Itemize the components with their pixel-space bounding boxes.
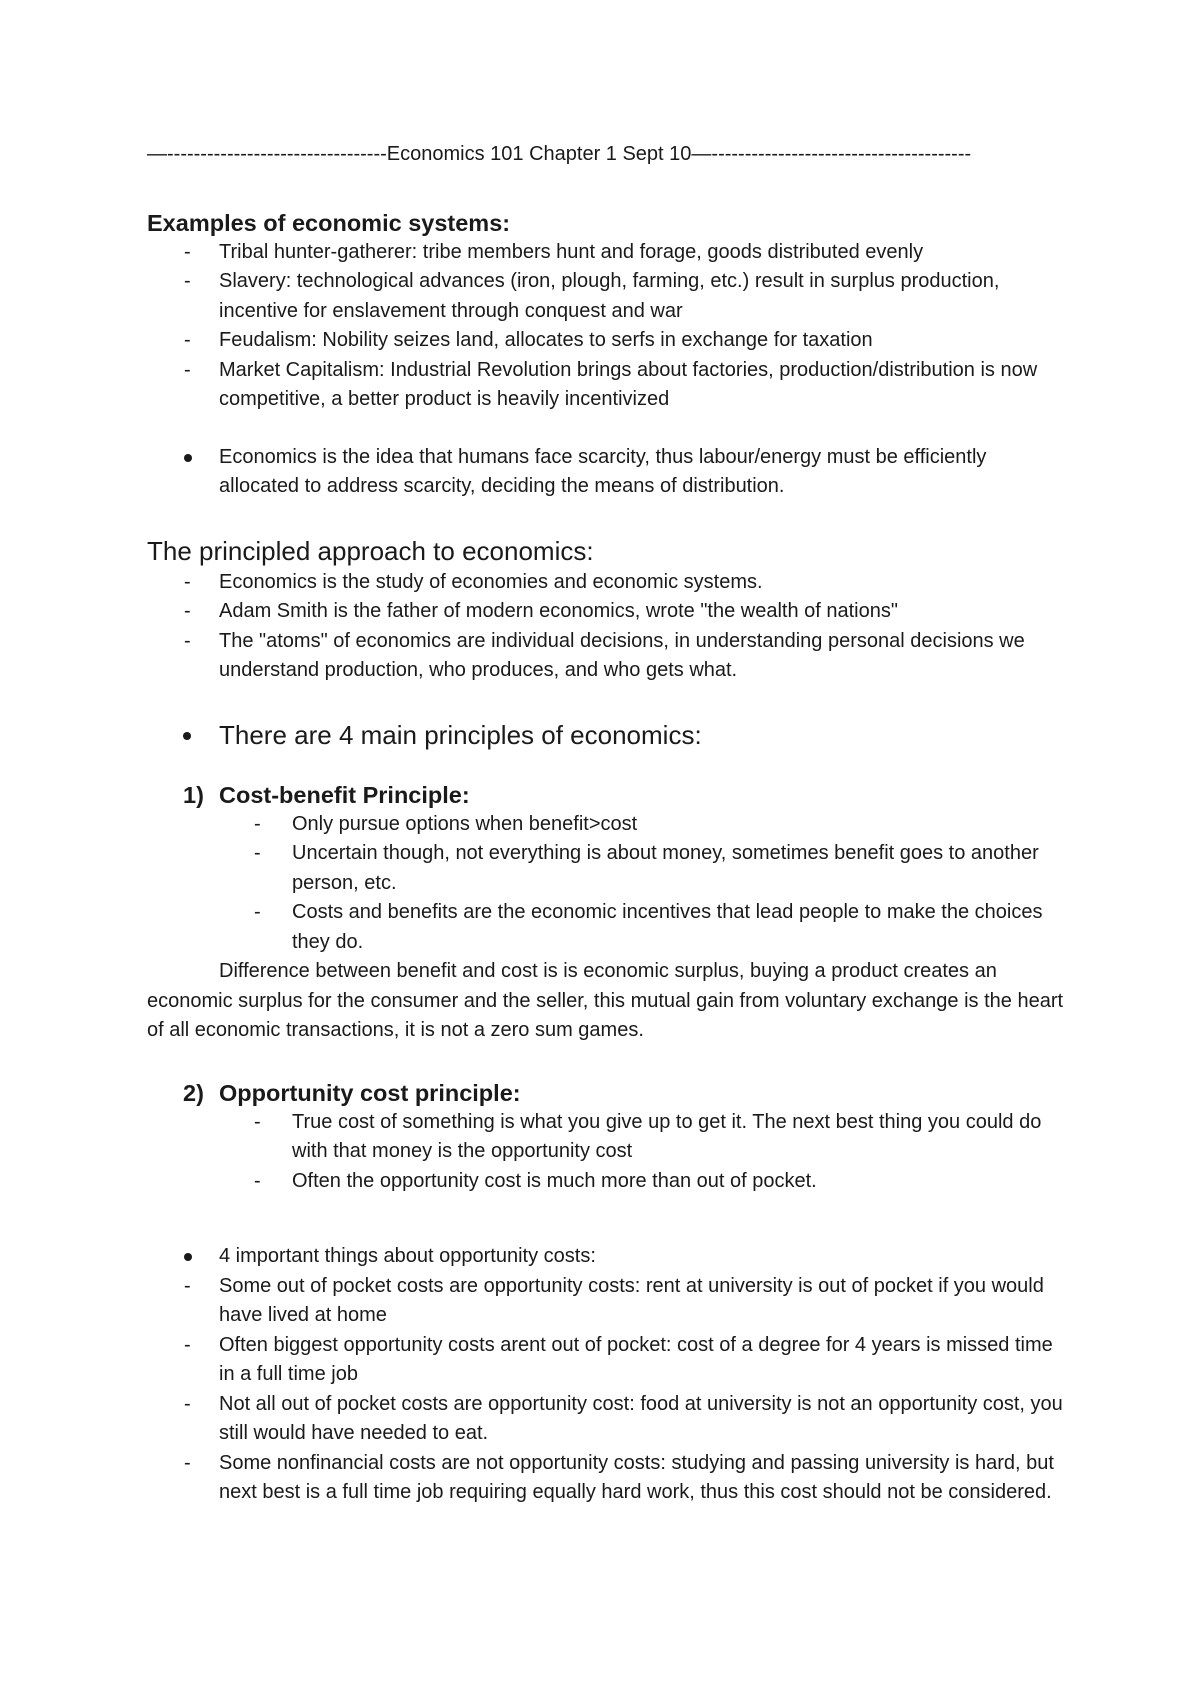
dash-marker: -: [184, 570, 191, 593]
list-item: - True cost of something is what you give up to get it. The next best thing you could do with that money is the opportunity cost: [147, 1108, 1067, 1167]
bullet-dot-icon: [183, 732, 191, 740]
bullet-dot-icon: [184, 454, 192, 462]
list-item: - Only pursue options when benefit>cost: [147, 810, 1067, 840]
list-item: - Costs and benefits are the economic incentives that lead people to make the choices they do.: [147, 898, 1067, 957]
dash-marker: -: [184, 1274, 191, 1297]
dash-marker: -: [254, 812, 261, 835]
list-item: - Uncertain though, not everything is about money, sometimes benefit goes to another person, etc.: [147, 839, 1067, 898]
list-item: - Some nonfinancial costs are not opportunity costs: studying and passing university is hard, but next best is a full time job requiring equally hard work, thus this cost should not be considered.: [147, 1449, 1067, 1508]
list-item: - Tribal hunter-gatherer: tribe members hunt and forage, goods distributed evenly: [147, 238, 1067, 268]
list-item: - Market Capitalism: Industrial Revolution brings about factories, production/distribution is now competitive, a better product is heavily incentivized: [147, 356, 1067, 415]
list-item: - The "atoms" of economics are individual decisions, in understanding personal decisions we understand production, who produces, and who gets what.: [147, 627, 1067, 686]
dash-marker: -: [184, 1392, 191, 1415]
list-item: - Often biggest opportunity costs arent out of pocket: cost of a degree for 4 years is missed time in a full time job: [147, 1331, 1067, 1390]
list-item: - Adam Smith is the father of modern economics, wrote "the wealth of nations": [147, 597, 1067, 627]
dash-marker: -: [184, 1451, 191, 1474]
bullet-item: Economics is the idea that humans face scarcity, thus labour/energy must be efficiently allocated to address scarcity, deciding the means of distribution.: [147, 443, 1067, 502]
dash-marker: -: [184, 240, 191, 263]
list-item: - Often the opportunity cost is much more than out of pocket.: [147, 1167, 1067, 1197]
list-item: - Not all out of pocket costs are opportunity cost: food at university is not an opportunity cost, you still would have needed to eat.: [147, 1390, 1067, 1449]
dash-marker: -: [184, 1333, 191, 1356]
list-item: - Economics is the study of economies and economic systems.: [147, 568, 1067, 598]
page-title: —---------------------------------Economics 101 Chapter 1 Sept 10—---------------------------------------: [147, 143, 972, 165]
section-heading-principled-approach: The principled approach to economics:: [147, 535, 594, 566]
dash-marker: -: [254, 842, 261, 864]
principle-1-heading: 1) Cost-benefit Principle:: [183, 781, 470, 808]
dash-marker: -: [184, 270, 191, 292]
principles-bullet: There are 4 main principles of economics:: [147, 718, 1067, 752]
dash-marker: -: [254, 1110, 261, 1133]
dash-marker: -: [184, 629, 191, 652]
dash-marker: -: [254, 1169, 261, 1192]
bullet-item: 4 important things about opportunity costs:: [147, 1242, 1067, 1272]
dash-marker: -: [184, 600, 191, 622]
document-body: [147, 140, 1067, 1508]
section-heading-economic-systems: Examples of economic systems:: [147, 209, 511, 236]
dash-marker: -: [254, 901, 261, 923]
dash-marker: -: [184, 358, 191, 381]
dash-marker: -: [184, 329, 191, 351]
bullet-dot-icon: [184, 1253, 192, 1261]
list-item: - Slavery: technological advances (iron, plough, farming, etc.) result in surplus production, incentive for enslavement through conquest and war: [147, 267, 1067, 326]
surplus-paragraph: Difference between benefit and cost is is economic surplus, buying a product creates an economic surplus for the consumer and the seller, this mutual gain from voluntary exchange is the heart of all economic transactions, it is not a zero sum games.: [147, 960, 1064, 1041]
list-item: - Some out of pocket costs are opportunity costs: rent at university is out of pocket if you would have lived at home: [147, 1272, 1067, 1331]
principle-2-heading: 2) Opportunity cost principle:: [183, 1079, 521, 1106]
list-item: - Feudalism: Nobility seizes land, allocates to serfs in exchange for taxation: [147, 326, 1067, 356]
